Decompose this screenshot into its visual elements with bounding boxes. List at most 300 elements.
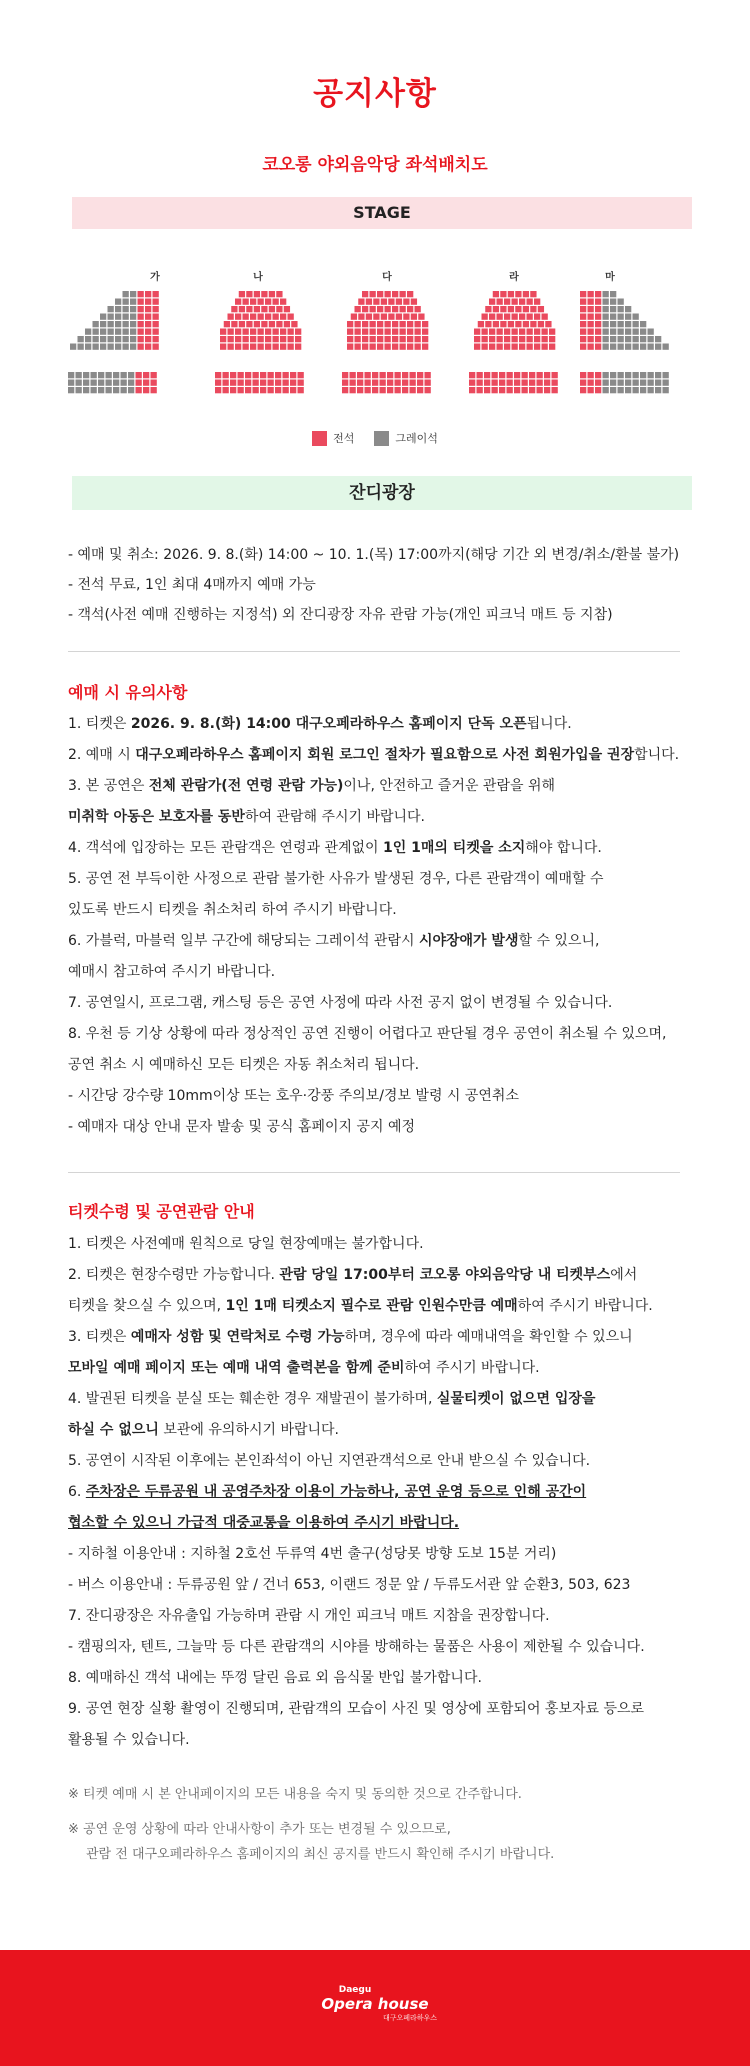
- seat: [342, 387, 348, 393]
- notice-text: 1. 티켓은 사전예매 원칙으로 당일 현장예매는 불가합니다.: [68, 1236, 424, 1252]
- seat: [552, 372, 558, 378]
- seat: [370, 344, 376, 350]
- seat: [529, 387, 535, 393]
- notice-line: [68, 1725, 718, 1756]
- notice-line: [68, 833, 718, 864]
- seat: [655, 372, 661, 378]
- seat: [610, 321, 616, 327]
- seat: [108, 321, 114, 327]
- section-ga-upper: [70, 291, 159, 350]
- seat: [618, 344, 624, 350]
- info-item: - 객석(사전 예매 진행하는 지정석) 외 잔디광장 자유 관람 가능(개인 피크닉 매트 등 지참): [68, 607, 613, 623]
- seat: [273, 299, 279, 305]
- seat: [527, 336, 533, 342]
- seat: [580, 372, 586, 378]
- notice-text: 관람 당일 17:00부터 코오롱 야외음악당 내 티켓부스: [279, 1267, 611, 1283]
- seat: [497, 336, 503, 342]
- notice-text: 모바일 예매 페이지 또는 예매 내역 출력본을 함께 준비: [68, 1360, 405, 1376]
- seat: [633, 372, 639, 378]
- seat: [508, 321, 514, 327]
- notice-line: [68, 864, 718, 895]
- seat: [522, 380, 528, 386]
- seat: [284, 306, 290, 312]
- seat: [258, 299, 264, 305]
- seat: [113, 372, 119, 378]
- seat: [130, 306, 136, 312]
- seat: [527, 314, 533, 320]
- seat: [243, 329, 249, 335]
- seat: [402, 380, 408, 386]
- seat: [522, 387, 528, 393]
- seat: [500, 291, 506, 297]
- seat: [355, 336, 361, 342]
- seat: [143, 372, 149, 378]
- seat: [388, 299, 394, 305]
- seat: [523, 291, 529, 297]
- seat: [261, 321, 267, 327]
- seat: [542, 344, 548, 350]
- seat: [223, 380, 229, 386]
- seat: [663, 344, 669, 350]
- notice-text: 2. 예매 시: [68, 747, 136, 763]
- seat: [425, 380, 431, 386]
- notice-text: 하며, 경우에 따라 예매내역을 확인할 수 있으니: [344, 1329, 633, 1345]
- seat: [396, 299, 402, 305]
- seat: [98, 372, 104, 378]
- notice-line: [68, 957, 718, 988]
- seat: [100, 329, 106, 335]
- seat: [499, 387, 505, 393]
- seat: [663, 387, 669, 393]
- seat: [580, 314, 586, 320]
- seat: [220, 329, 226, 335]
- seat: [402, 372, 408, 378]
- seat: [366, 299, 372, 305]
- seat: [603, 299, 609, 305]
- seat: [530, 291, 536, 297]
- seat: [640, 380, 646, 386]
- seat: [523, 306, 529, 312]
- seat: [76, 372, 82, 378]
- notice-text: 됩니다.: [526, 716, 572, 732]
- seat: [648, 329, 654, 335]
- seat: [290, 387, 296, 393]
- seat: [83, 372, 89, 378]
- seat: [215, 387, 221, 393]
- seat: [625, 344, 631, 350]
- seat: [290, 372, 296, 378]
- seat: [588, 291, 594, 297]
- seat: [633, 329, 639, 335]
- divider: [68, 1172, 680, 1173]
- seat: [123, 314, 129, 320]
- section-label-da: 다: [382, 272, 392, 283]
- seat: [128, 380, 134, 386]
- seat: [153, 299, 159, 305]
- seat: [250, 344, 256, 350]
- seat: [123, 321, 129, 327]
- seat: [603, 372, 609, 378]
- seat: [595, 372, 601, 378]
- seat: [365, 380, 371, 386]
- seat: [355, 329, 361, 335]
- seat: [512, 299, 518, 305]
- seat: [478, 321, 484, 327]
- section-ra-lower: [469, 372, 558, 393]
- seat: [370, 321, 376, 327]
- seat: [273, 336, 279, 342]
- seat: [618, 336, 624, 342]
- seat: [610, 372, 616, 378]
- notice-line: [68, 1229, 718, 1260]
- seat: [549, 336, 555, 342]
- seat: [403, 299, 409, 305]
- seat: [519, 344, 525, 350]
- seat: [258, 314, 264, 320]
- seat: [372, 387, 378, 393]
- seat: [407, 291, 413, 297]
- seat: [527, 344, 533, 350]
- seat-map: [60, 258, 700, 428]
- logo-main-text: Opera house: [321, 1995, 429, 2013]
- seat: [588, 299, 594, 305]
- seat: [618, 314, 624, 320]
- seat: [273, 344, 279, 350]
- seat: [519, 314, 525, 320]
- seat: [625, 380, 631, 386]
- seat: [400, 329, 406, 335]
- seat: [223, 372, 229, 378]
- seat: [603, 329, 609, 335]
- section-ga-lower: [68, 372, 157, 393]
- seat: [515, 306, 521, 312]
- seat: [373, 314, 379, 320]
- notice-text: 합니다.: [634, 747, 680, 763]
- seat: [595, 380, 601, 386]
- notice-line: [68, 895, 718, 926]
- notice-text: 7. 잔디광장은 자유출입 가능하며 관람 시 개인 피크닉 매트 지참을 권장합니다.: [68, 1608, 550, 1624]
- seat: [113, 387, 119, 393]
- seat: [253, 380, 259, 386]
- seat: [138, 299, 144, 305]
- seat: [588, 321, 594, 327]
- seat: [350, 387, 356, 393]
- seat: [76, 387, 82, 393]
- seat: [280, 314, 286, 320]
- seat: [115, 344, 121, 350]
- notice-text: 이나, 안전하고 즐거운 관람을 위해: [343, 778, 555, 794]
- seat: [392, 306, 398, 312]
- seat: [238, 372, 244, 378]
- notice-line: [68, 802, 718, 833]
- booking-section-title: 예매 시 유의사항: [68, 683, 188, 702]
- seat: [115, 314, 121, 320]
- seat: [235, 299, 241, 305]
- seat: [484, 372, 490, 378]
- seat: [288, 336, 294, 342]
- notice-text: 1인 1매의 티켓을 소지: [383, 840, 526, 856]
- ticket-section-title: 티켓수령 및 공연관람 안내: [68, 1202, 255, 1221]
- seat: [482, 344, 488, 350]
- notice-text: 시야장애가 발생: [418, 933, 519, 949]
- seat: [245, 372, 251, 378]
- seat: [633, 387, 639, 393]
- section-ma-lower: [580, 372, 669, 393]
- seat: [100, 344, 106, 350]
- seat: [469, 387, 475, 393]
- seat: [145, 314, 151, 320]
- seat: [228, 314, 234, 320]
- seat: [235, 344, 241, 350]
- seat: [130, 299, 136, 305]
- seat: [91, 387, 97, 393]
- seat: [290, 380, 296, 386]
- seat: [422, 329, 428, 335]
- seat: [648, 372, 654, 378]
- seat: [243, 299, 249, 305]
- seat: [298, 372, 304, 378]
- seat: [417, 372, 423, 378]
- seat: [258, 336, 264, 342]
- seat: [580, 336, 586, 342]
- seat: [474, 329, 480, 335]
- seat: [235, 329, 241, 335]
- seat: [121, 380, 127, 386]
- seat: [499, 372, 505, 378]
- divider: [68, 651, 680, 652]
- seat: [595, 387, 601, 393]
- seat: [145, 321, 151, 327]
- booking-notice-list: [68, 709, 718, 1143]
- seat: [220, 344, 226, 350]
- seat: [410, 372, 416, 378]
- seat: [500, 306, 506, 312]
- seat: [603, 291, 609, 297]
- seat: [534, 344, 540, 350]
- seat: [640, 344, 646, 350]
- seat: [618, 380, 624, 386]
- seat: [362, 336, 368, 342]
- notice-line: [68, 1539, 718, 1570]
- seat: [123, 291, 129, 297]
- seat: [545, 321, 551, 327]
- seat: [625, 372, 631, 378]
- seat: [538, 321, 544, 327]
- seat: [400, 336, 406, 342]
- notice-text: - 캠핑의자, 텐트, 그늘막 등 다른 관람객의 시야를 방해하는 물품은 사용이 제한될 수 있습니다.: [68, 1639, 645, 1655]
- notice-line: [68, 740, 718, 771]
- notice-text: 하여 관람해 주시기 바랍니다.: [244, 809, 426, 825]
- seat: [113, 380, 119, 386]
- seat: [258, 344, 264, 350]
- seat: [269, 321, 275, 327]
- seat: [387, 380, 393, 386]
- seat: [640, 372, 646, 378]
- seat: [588, 380, 594, 386]
- notice-line: [68, 1353, 718, 1384]
- seat: [610, 344, 616, 350]
- seat: [542, 336, 548, 342]
- seat: [385, 344, 391, 350]
- seat: [482, 336, 488, 342]
- seat: [100, 336, 106, 342]
- seat: [400, 321, 406, 327]
- seat: [512, 314, 518, 320]
- notice-line: [68, 1291, 718, 1322]
- seat: [381, 299, 387, 305]
- seat: [372, 372, 378, 378]
- seat: [358, 299, 364, 305]
- section-label-ma: 마: [605, 272, 615, 283]
- seat: [245, 380, 251, 386]
- ticket-notice-list: [68, 1229, 718, 1756]
- seat: [145, 299, 151, 305]
- seat: [618, 299, 624, 305]
- seat: [108, 344, 114, 350]
- notice-text: - 버스 이용안내 : 두류공원 앞 / 건너 653, 이랜드 정문 앞 / 두류도서관 앞 순환3, 503, 623: [68, 1577, 631, 1593]
- notice-text: 5. 공연 전 부득이한 사정으로 관람 불가한 사유가 발생된 경우, 다른 관람객이 예매할 수: [68, 871, 604, 887]
- seat: [395, 372, 401, 378]
- seat: [83, 387, 89, 393]
- notice-text: 5. 공연이 시작된 이후에는 본인좌석이 아닌 지연관객석으로 안내 받으실 수 있습니다.: [68, 1453, 591, 1469]
- notice-text: 있도록 반드시 티켓을 취소처리 하여 주시기 바랍니다.: [68, 902, 397, 918]
- seat: [250, 329, 256, 335]
- seat: [93, 329, 99, 335]
- seat: [489, 336, 495, 342]
- seat: [534, 314, 540, 320]
- seat: [358, 314, 364, 320]
- seat: [130, 329, 136, 335]
- seat: [392, 291, 398, 297]
- seat: [269, 291, 275, 297]
- seat: [407, 321, 413, 327]
- seat: [392, 329, 398, 335]
- seat: [519, 336, 525, 342]
- notice-line: [68, 1663, 718, 1694]
- seat: [603, 380, 609, 386]
- seat: [422, 336, 428, 342]
- seat: [410, 387, 416, 393]
- seat: [106, 387, 112, 393]
- seat: [365, 372, 371, 378]
- notice-text: 협소할 수 있으니 가급적 대중교통을 이용하여 주시기 바랍니다.: [68, 1515, 460, 1531]
- seat: [280, 329, 286, 335]
- seat: [508, 291, 514, 297]
- seat: [552, 380, 558, 386]
- seat: [370, 329, 376, 335]
- seat: [261, 291, 267, 297]
- seat: [499, 380, 505, 386]
- notice-text: 4. 객석에 입장하는 모든 관람객은 연령과 관계없이: [68, 840, 383, 856]
- seat: [362, 344, 368, 350]
- seat: [588, 344, 594, 350]
- seat: [512, 344, 518, 350]
- notice-line: [68, 1477, 718, 1508]
- seat: [100, 314, 106, 320]
- seat: [497, 329, 503, 335]
- seat: [633, 336, 639, 342]
- seat: [625, 314, 631, 320]
- seat: [385, 329, 391, 335]
- seat: [527, 299, 533, 305]
- seat: [519, 329, 525, 335]
- seat: [507, 387, 513, 393]
- seat: [482, 314, 488, 320]
- seat: [542, 314, 548, 320]
- seat: [275, 380, 281, 386]
- seat: [106, 380, 112, 386]
- seat: [380, 387, 386, 393]
- seat: [268, 380, 274, 386]
- seat: [477, 372, 483, 378]
- seat: [380, 372, 386, 378]
- seat: [108, 306, 114, 312]
- notice-line: [68, 771, 718, 802]
- seat: [85, 329, 91, 335]
- seat: [108, 336, 114, 342]
- seat: [283, 372, 289, 378]
- seat: [640, 387, 646, 393]
- seat: [215, 372, 221, 378]
- seat: [260, 372, 266, 378]
- logo-korean-text: 대구오페라하우스: [382, 2014, 438, 2022]
- seat: [469, 372, 475, 378]
- seat: [347, 329, 353, 335]
- seat: [250, 299, 256, 305]
- seat: [145, 344, 151, 350]
- footnote: ※ 공연 운영 상황에 따라 안내사항이 추가 또는 변경될 수 있으므로,: [68, 1822, 451, 1837]
- seat: [529, 372, 535, 378]
- seat: [268, 372, 274, 378]
- section-ra-upper: [474, 291, 555, 350]
- section-ma-upper: [580, 291, 669, 350]
- seat: [355, 306, 361, 312]
- seat: [250, 314, 256, 320]
- seat: [603, 344, 609, 350]
- seat: [530, 306, 536, 312]
- notice-line: [68, 1260, 718, 1291]
- notice-text: 전체 관람가(전 연령 관람 가능): [148, 778, 344, 794]
- seat: [542, 329, 548, 335]
- seat: [291, 321, 297, 327]
- seat: [238, 380, 244, 386]
- seat: [534, 299, 540, 305]
- notice-text: 2026. 9. 8.(화) 14:00 대구오페라하우스 홈페이지 단독 오픈: [130, 716, 527, 732]
- notice-text: 실물티켓이 없으면 입장을: [436, 1391, 596, 1407]
- seat: [362, 291, 368, 297]
- seat: [273, 329, 279, 335]
- seat: [385, 336, 391, 342]
- seat: [580, 387, 586, 393]
- seat: [489, 314, 495, 320]
- seat: [492, 387, 498, 393]
- seat: [93, 321, 99, 327]
- seat: [220, 336, 226, 342]
- seat: [357, 380, 363, 386]
- seat: [85, 336, 91, 342]
- seat: [603, 306, 609, 312]
- notice-text: - 시간당 강수량 10mm이상 또는 호우·강풍 주의보/경보 발령 시 공연취소: [68, 1088, 519, 1104]
- seat: [610, 336, 616, 342]
- seat: [530, 321, 536, 327]
- seat: [538, 306, 544, 312]
- seat: [648, 387, 654, 393]
- seat: [377, 344, 383, 350]
- seat: [512, 336, 518, 342]
- seat: [151, 387, 157, 393]
- notice-text: 1인 1매 티켓소지 필수로 관람 인원수만큼 예매: [225, 1298, 518, 1314]
- seat: [121, 387, 127, 393]
